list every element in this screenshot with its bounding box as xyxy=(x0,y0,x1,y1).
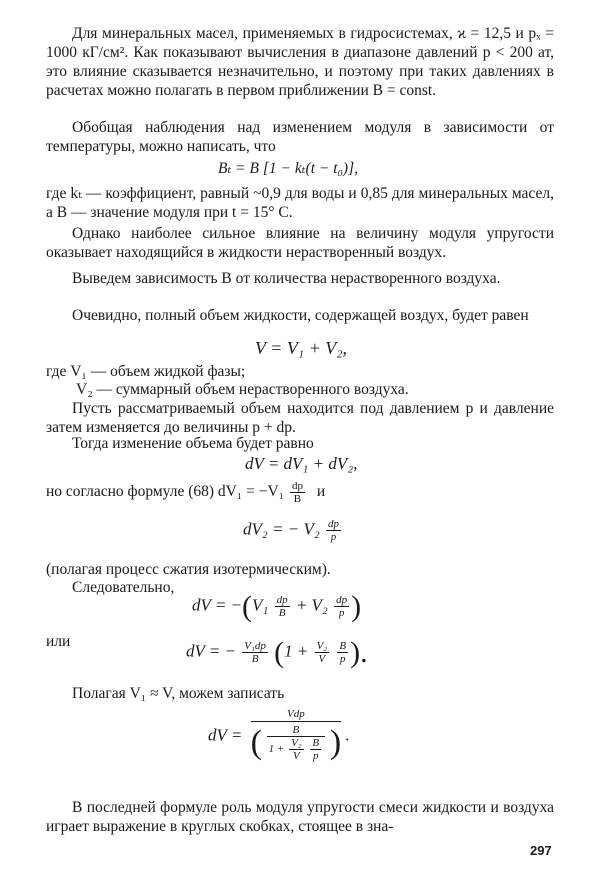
paragraph-or: или xyxy=(46,633,71,650)
formula-dv2: dV₂ = − V₂ $\frac{dp}{p}$ xyxy=(243,518,340,543)
paragraph-isothermal: (полагая процесс сжатия изотермическим). xyxy=(46,561,331,578)
paragraph-derive: Выведем зависимость B от количества нерастворенного воздуха. xyxy=(72,270,501,287)
paragraph-air-influence: Однако наиболее сильное влияние на величину модуля упругости оказывает находящийся в жидкости нерастворенный воздух. xyxy=(46,225,554,261)
formula-bt: Bₜ = B [1 − kₜ(t − t₀)], xyxy=(218,160,358,177)
page-number: 297 xyxy=(530,843,552,858)
fraction-dp-over-p: $\frac{dp}{p}$ xyxy=(328,518,340,543)
formula-68-text: но согласно формуле (68) dV₁ = −V₁ xyxy=(46,483,285,501)
formula-dv-factored: dV = − $\frac{\text{V₁dp}}{B}$ (1 + $\frac{\text{V₂}}{V}$ $\frac{B}{p}$ ). xyxy=(186,636,368,669)
paragraph-mineral-oils: Для минеральных масел, применяемых в гидросистемах, ϰ = 12,5 и pₓ = 1000 кГ/см². Как показывают вычисления в диапазоне давлений p < 200 ат, это влияние сказывается незначительно, и поэтому при таких давлениях в расчетах можно полагать в первом приближении B = const. xyxy=(46,25,554,99)
paragraph-assuming: Полагая V₁ ≈ V, можем записать xyxy=(72,685,285,702)
paragraph-v2-definition: V₂ — суммарный объем нерастворенного воздуха. xyxy=(76,381,409,398)
formula-dv-final: dV = Vdp ( B 1 + $\frac{\text{V₂}}{V}$ $\frac{B}{p}$ ) . xyxy=(208,708,350,762)
fraction-final: Vdp ( B 1 + $\frac{\text{V₂}}{V}$ $\frac{B}{p}$ ) xyxy=(250,708,342,762)
paragraph-therefore: Следовательно, xyxy=(72,579,175,596)
paragraph-total-volume: Очевидно, полный объем жидкости, содержащей воздух, будет равен xyxy=(72,307,529,324)
paragraph-pressure: Пусть рассматриваемый объем находится под давлением p и давление затем изменяется до величины p + dp. xyxy=(46,400,554,436)
fraction-dp-over-b: $\frac{dp}{B}$ xyxy=(291,480,303,505)
conjunction-and: и xyxy=(316,483,326,501)
formula-dv-sum: dV = dV₁ + dV₂, xyxy=(245,454,358,473)
paragraph-v1-definition: где V₁ — объем жидкой фазы; xyxy=(46,363,246,380)
formula-v-sum: V = V₁ + V₂, xyxy=(255,338,347,358)
formula-dv-expanded: dV = −(V₁ $\frac{dp}{B}$ + V₂ $\frac{dp}{p}$ ) xyxy=(192,590,362,623)
paragraph-temperature: Обобщая наблюдения над изменением модуля в зависимости от температуры, можно написать, что xyxy=(46,119,554,155)
formula-line-68 xyxy=(46,480,325,505)
paragraph-volume-change: Тогда изменение объема будет равно xyxy=(72,435,314,452)
paragraph-last: В последней формуле роль модуля упругости смеси жидкости и воздуха играет выражение в круглых скобках, стоящее в зна- xyxy=(46,799,554,835)
paragraph-kt-definition: где kₜ — коэффициент, равный ~0,9 для воды и 0,85 для минеральных масел, а B — значение модуля при t = 15° С. xyxy=(46,185,554,221)
